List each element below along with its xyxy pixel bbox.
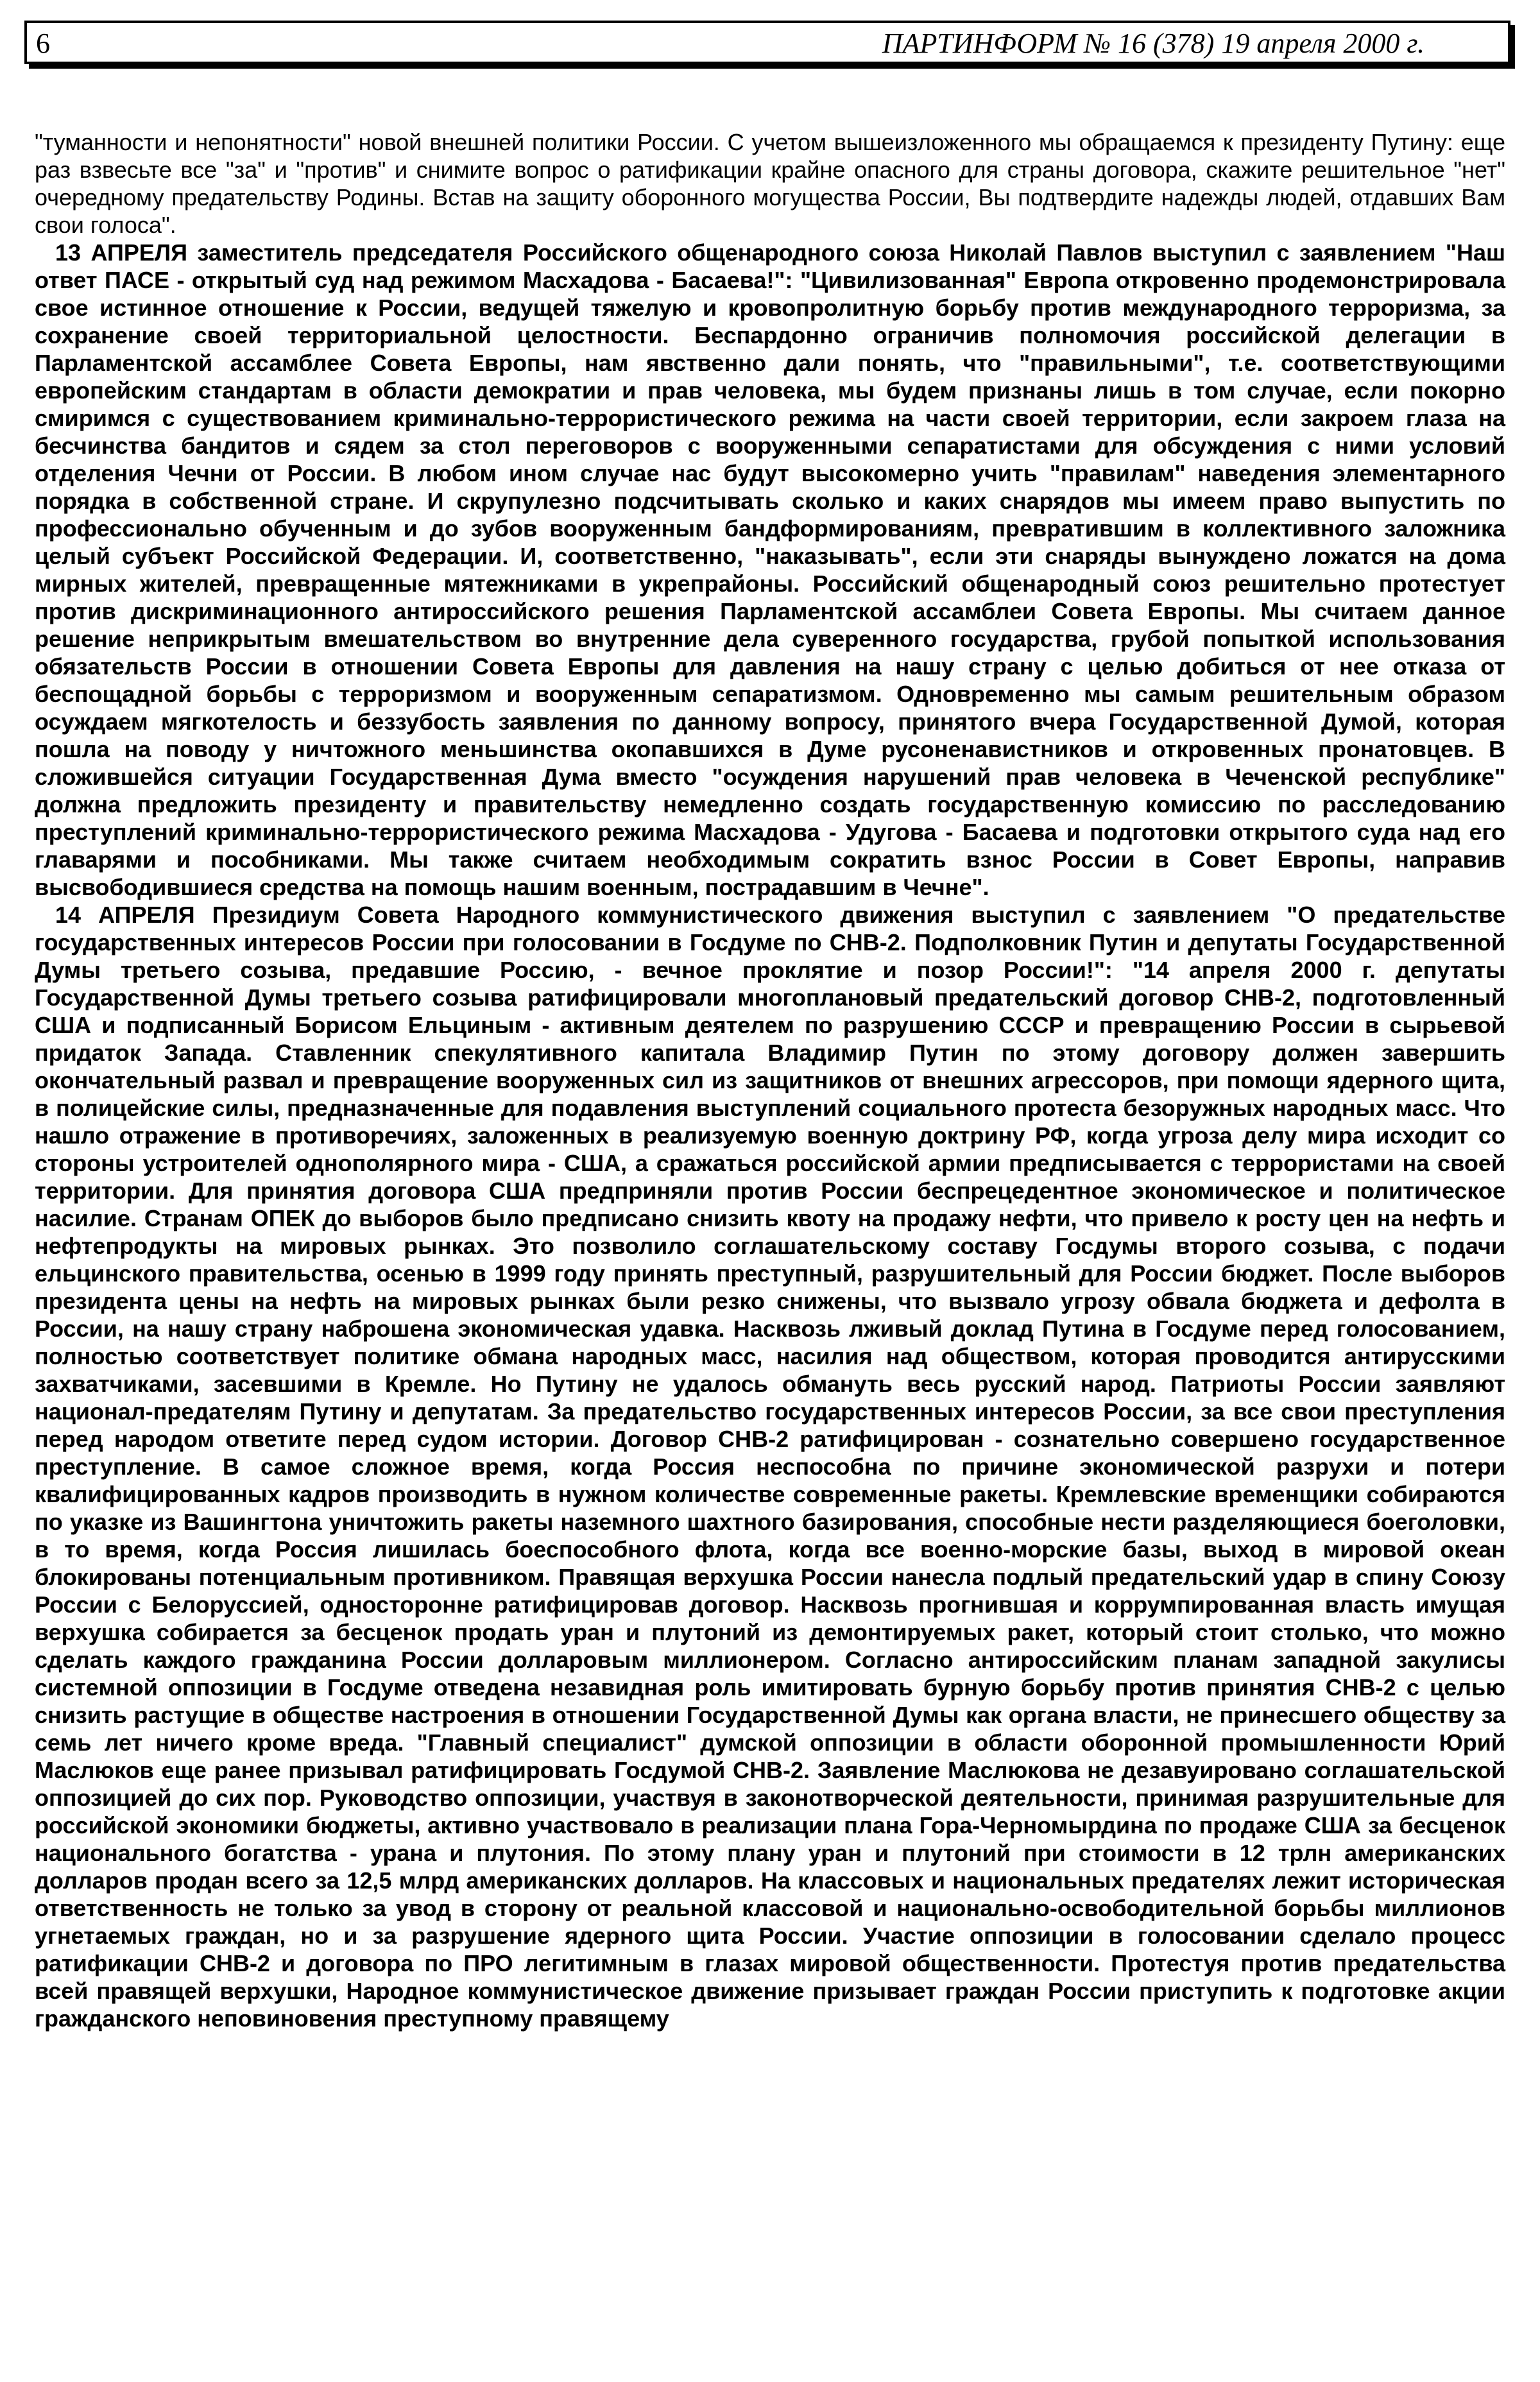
page-number: 6 — [36, 28, 50, 59]
paragraph-continuation: "туманности и непонятности" новой внешней политики России. С учетом вышеизложенного мы обращаемся к президенту Путину: еще раз взвесьте все "за" и "против" и снимите вопрос о ратификации крайне опасного для страны договора, скажите решительное "нет" очередному предательству Родины. Встав на защиту оборонного могущества России, Вы подтвердите надежды людей, отдавших Вам свои голоса". — [35, 129, 1505, 238]
paragraph-april-13: 13 АПРЕЛЯ заместитель председателя Российского общенародного союза Николай Павлов выступил с заявлением "Наш ответ ПАСЕ - открытый суд над режимом Масхадова - Басаева!": "Цивилизованная" Европа откровенно продемонстрировала свое истинное отношение к России, ведущей тяжелую и кровопролитную борьбу против международного терроризма, за сохранение своей территориальной целостности. Беспардонно ограничив полномочия российской делегации в Парламентской ассамблее Совета Европы, нам явственно дали понять, что "правильными", т.е. соответствующими европейским стандартам в области демократии и прав человека, мы будем признаны лишь в том случае, если покорно смиримся с существованием криминально-террористического режима на части своей территории, если закроем глаза на бесчинства бандитов и сядем за стол переговоров с вооруженными сепаратистами для обсуждения с ними условий отделения Чечни от России. В любом ином случае нас будут высокомерно учить "правилам" наведения элементарного порядка в собственной стране. И скрупулезно подсчитывать сколько и каких снарядов мы имеем право выпустить по профессионально обученным и до зубов вооруженным бандформированиям, превратившим в коллективного заложника целый субъект Российской Федерации. И, соответственно, "наказывать", если эти снаряды вынуждено ложатся на дома мирных жителей, превращенные мятежниками в укрепрайоны. Российский общенародный союз решительно протестует против дискриминационного антироссийского решения Парламентской ассамблеи Совета Европы. Мы считаем данное решение неприкрытым вмешательством во внутренние дела суверенного государства, грубой попыткой использования обязательств России в отношении Совета Европы для давления на нашу страну с целью добиться от нее отказа от беспощадной борьбы с терроризмом и вооруженным сепаратизмом. Одновременно мы самым решительным образом осуждаем мягкотелость и беззубость заявления по данному вопросу, принятого вчера Государственной Думой, которая пошла на поводу у ничтожного меньшинства окопавшихся в Думе русоненавистников и откровенных пронатовцев. В сложившейся ситуации Государственная Дума вместо "осуждения нарушений прав человека в Чеченской республике" должна предложить президенту и правительству немедленно создать государственную комиссию по расследованию преступлений криминально-террористического режима Масхадова - Удугова - Басаева и подготовки открытого суда над его главарями и пособниками. Мы также считаем необходимым сократить взнос России в Совет Европы, направив высвободившиеся средства на помощь нашим военным, пострадавшим в Чечне". — [35, 239, 1505, 900]
page-header — [24, 21, 1510, 64]
masthead: ПАРТИНФОРМ № 16 (378) 19 апреля 2000 г. — [882, 28, 1425, 59]
paragraph-april-14: 14 АПРЕЛЯ Президиум Совета Народного коммунистического движения выступил с заявлением "О предательстве государственных интересов России при голосовании в Госдуме по СНВ-2. Подполковник Путин и депутаты Государственной Думы третьего созыва, предавшие Россию, - вечное проклятие и позор России!": "14 апреля 2000 г. депутаты Государственной Думы третьего созыва ратифицировали многоплановый предательский договор СНВ-2, подготовленный США и подписанный Борисом Ельциным - активным деятелем по разрушению СССР и превращению России в сырьевой придаток Запада. Ставленник спекулятивного капитала Владимир Путин по этому договору должен завершить окончательный развал и превращение вооруженных сил из защитников от внешних агрессоров, при помощи ядерного щита, в полицейские силы, предназначенные для подавления выступлений социального протеста безоружных народных масс. Что нашло отражение в противоречиях, заложенных в реализуемую военную доктрину РФ, когда угроза делу мира исходит со стороны устроителей однополярного мира - США, а сражаться российской армии предписывается с террористами на своей территории. Для принятия договора США предприняли против России беспрецедентное экономическое и политическое насилие. Странам ОПЕК до выборов было предписано снизить квоту на продажу нефти, что привело к росту цен на нефть и нефтепродукты на мировых рынках. Это позволило соглашательскому составу Госдумы второго созыва, с подачи ельцинского правительства, осенью в 1999 году принять преступный, разрушительный для России бюджет. После выборов президента цены на нефть на мировых рынках были резко снижены, что вызвало угрозу обвала бюджета и дефолта в России, на нашу страну наброшена экономическая удавка. Насквозь лживый доклад Путина в Госдуме перед голосованием, полностью соответствует политике обмана народных масс, насилия над обществом, которая проводится антирусскими захватчиками, засевшими в Кремле. Но Путину не удалось обмануть весь русский народ. Патриоты России заявляют национал-предателям Путину и депутатам. За предательство государственных интересов России, за все свои преступления перед народом ответите перед судом истории. Договор СНВ-2 ратифицирован - сознательно совершено государственное преступление. В самое сложное время, когда Россия неспособна по причине экономической разрухи и потери квалифицированных кадров производить в нужном количестве современные ракеты. Кремлевские временщики собираются по указке из Вашингтона уничтожить ракеты наземного шахтного базирования, способные нести разделяющиеся боеголовки, в то время, когда Россия лишилась боеспособного флота, когда все военно-морские базы, выход в мировой океан блокированы потенциальным противником. Правящая верхушка России нанесла подлый предательский удар в спину Союзу России с Белоруссией, односторонне ратифицировав договор. Насквозь прогнившая и коррумпированная власть имущая верхушка собирается за бесценок продать уран и плутоний из демонтируемых ракет, который стоит столько, что можно сделать каждого гражданина России долларовым миллионером. Согласно антироссийским планам западной закулисы системной оппозиции в Госдуме отведена незавидная роль имитировать бурную борьбу против принятия СНВ-2 с целью снизить растущие в обществе настроения в отношении Государственной Думы как органа власти, не принесшего обществу за семь лет ничего кроме вреда. "Главный специалист" думской оппозиции в области оборонной промышленности Юрий Маслюков еще ранее призывал ратифицировать Госдумой СНВ-2. Заявление Маслюкова не дезавуировано соглашательской оппозицией до сих пор. Руководство оппозиции, участвуя в законотворческой деятельности, принимая разрушительные для российской экономики бюджеты, активно участвовало в реализации плана Гора-Черномырдина по продаже США за бесценок национального богатства - урана и плутония. По этому плану уран и плутоний при стоимости в 12 трлн американских долларов продан всего за 12,5 млрд американских долларов. На классовых и национальных предателях лежит историческая ответственность не только за увод в сторону от реальной классовой и национально-освободительной борьбы миллионов угнетаемых граждан, но и за разрушение ядерного щита России. Участие оппозиции в голосовании сделало процесс ратификации СНВ-2 и договора по ПРО легитимным в глазах мировой общественности. Протестуя против предательства всей правящей верхушки, Народное коммунистическое движение призывает граждан России приступить к подготовке акции гражданского неповиновения преступному правящему — [35, 902, 1505, 2032]
article-body — [35, 128, 1505, 2032]
